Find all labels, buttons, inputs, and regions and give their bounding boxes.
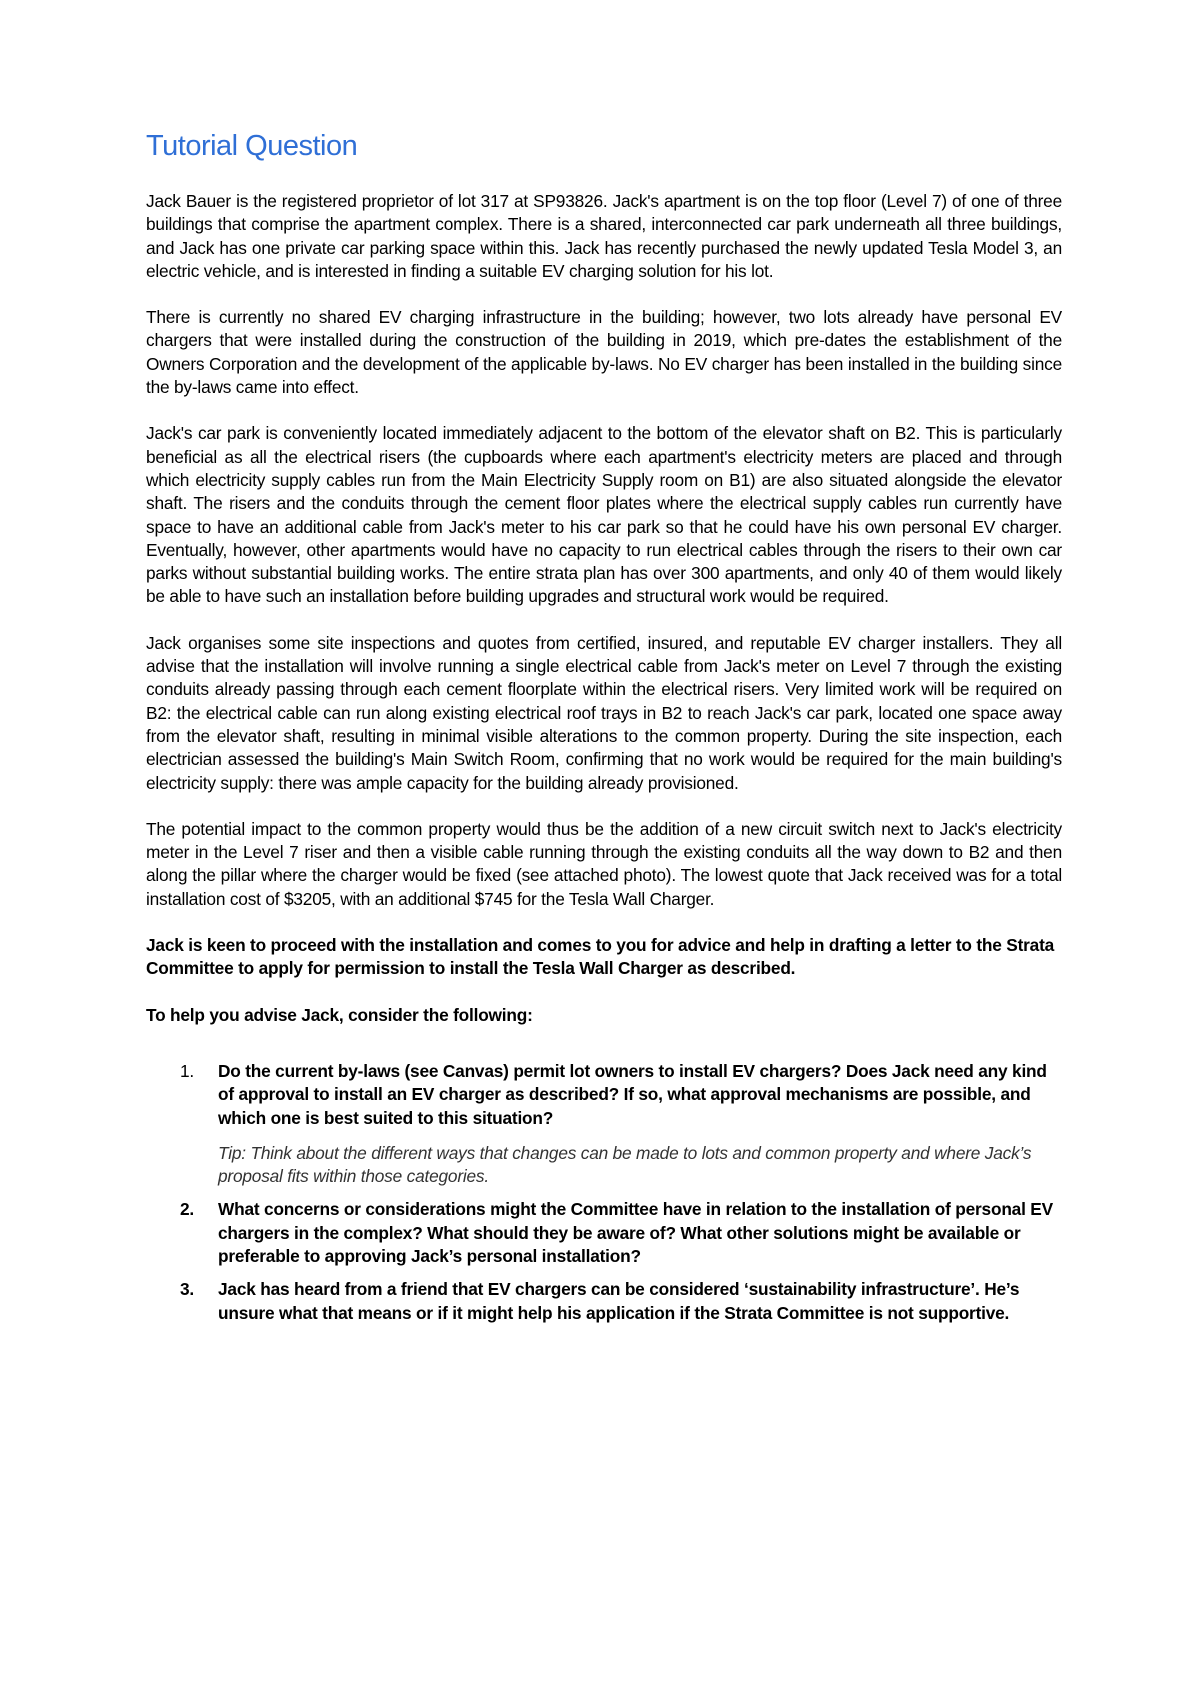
question-text: Do the current by-laws (see Canvas) permit lot owners to install EV chargers? Does Jack need any kind of approval to install an EV charger as described? If so, what approval mechanisms are possible, and which one is best suited to this situation? bbox=[218, 1060, 1047, 1128]
paragraph-quotes: Jack organises some site inspections and quotes from certified, insured, and reputable EV charger installers. They all advise that the installation will involve running a single electrical cable from Jack's meter on Level 7 through the existing conduits already passing through each cement floorplate within the electrical risers. Very limited work will be required on B2: the electrical cable can run along existing electrical roof trays in B2 to reach Jack's car park, located one space away from the elevator shaft, resulting in minimal visible alterations to the common property. During the site inspection, each electrician assessed the building's Main Switch Room, confirming that no work would be required for the main building's electricity supply: there was ample capacity for the building already provisioned. bbox=[146, 632, 1062, 793]
questions-intro: To help you advise Jack, consider the following: bbox=[146, 1004, 533, 1025]
page-title: Tutorial Question bbox=[146, 130, 358, 162]
question-item bbox=[146, 1060, 1062, 1188]
question-number: 3. bbox=[180, 1279, 195, 1300]
paragraph-car-park: Jack's car park is conveniently located immediately adjacent to the bottom of the elevator shaft on B2. This is particularly beneficial as all the electrical risers (the cupboards where each apartment's electricity meters are placed and through which electricity supply cables run from the Main Electricity Supply room on B1) are also situated alongside the elevator shaft. The risers and the conduits through the cement floor plates where the electrical supply cables run currently have space to have an additional cable from Jack's meter to his car park so that he could have his own personal EV charger. Eventually, however, other apartments would have no capacity to run electrical cables through the risers to their own car parks without substantial building works. The entire strata plan has over 300 apartments, and only 40 of them would likely be able to have such an installation before building upgrades and structural work would be required. bbox=[146, 423, 1062, 607]
question-tip: Tip: Think about the different ways that changes can be made to lots and common property and where Jack’s proposal fits within those categories. bbox=[218, 1142, 1032, 1187]
paragraph-impact: The potential impact to the common property would thus be the addition of a new circuit switch next to Jack's electricity meter in the Level 7 riser and then a visible cable running through the existing conduits all the way down to B2 and then along the pillar where the charger would be fixed (see attached photo). The lowest quote that Jack received was for a total installation cost of $3205, with an additional $745 for the Tesla Wall Charger. bbox=[146, 818, 1062, 909]
document-page bbox=[146, 118, 1062, 1335]
question-list bbox=[146, 1060, 1062, 1325]
question-text: Jack has heard from a friend that EV chargers can be considered ‘sustainability infrastructure’. He’s unsure what that means or if it might help his application if the Strata Committee is not supportive. bbox=[218, 1279, 1020, 1323]
question-number: 1. bbox=[180, 1060, 195, 1081]
question-number: 2. bbox=[180, 1199, 195, 1220]
paragraph-infrastructure: There is currently no shared EV charging infrastructure in the building; however, two lots already have personal EV chargers that were installed during the construction of the building in 2019, which pre-dates the establishment of the Owners Corporation and the development of the applicable by-laws. No EV charger has been installed in the building since the by-laws came into effect. bbox=[146, 307, 1062, 398]
question-text: What concerns or considerations might the Committee have in relation to the installation of personal EV chargers in the complex? What should they be aware of? What other solutions might be available or preferable to approving Jack’s personal installation? bbox=[218, 1199, 1053, 1266]
question-item bbox=[146, 1278, 1062, 1325]
task-statement: Jack is keen to proceed with the installation and comes to you for advice and help in drafting a letter to the Strata Committee to apply for permission to install the Tesla Wall Charger as described. bbox=[146, 935, 1055, 979]
paragraph-intro: Jack Bauer is the registered proprietor of lot 317 at SP93826. Jack's apartment is on the top floor (Level 7) of one of three buildings that comprise the apartment complex. There is a shared, interconnected car park underneath all three buildings, and Jack has one private car parking space within this. Jack has recently purchased the newly updated Tesla Model 3, an electric vehicle, and is interested in finding a suitable EV charging solution for his lot. bbox=[146, 191, 1062, 281]
question-item bbox=[146, 1198, 1062, 1268]
